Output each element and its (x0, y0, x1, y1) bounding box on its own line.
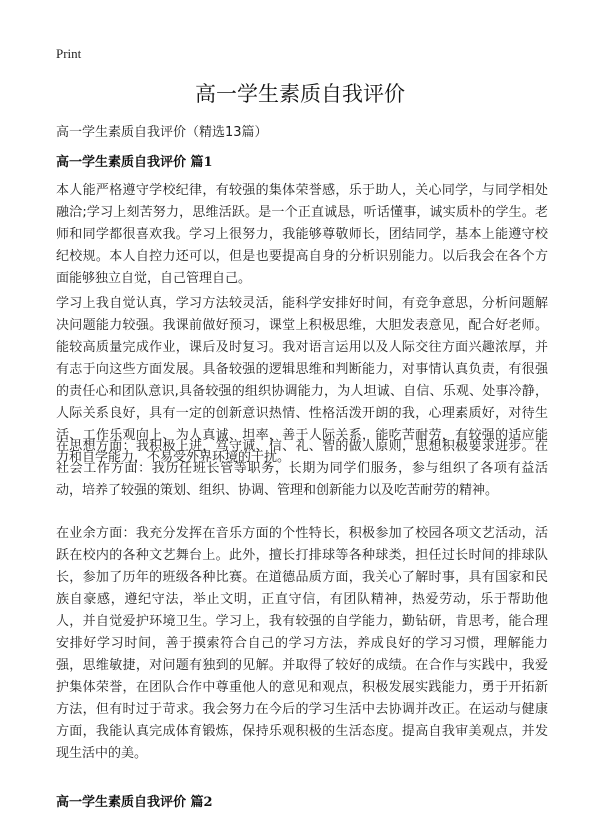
section-heading-1: 高一学生素质自我评价 篇1 (56, 155, 213, 170)
section-heading-2: 高一学生素质自我评价 篇2 (56, 795, 213, 810)
body-paragraph: 在业余方面：我充分发挥在音乐方面的个性特长，积极参加了校园各项文艺活动，活跃在校内的各种文艺舞台上。此外，擅长打排球等各种球类，担任过长时间的排球队长，参加了历年的班级各种比赛。在道德品质方面，我关心了解时事，具有国家和民族自豪感，遵纪守法，举止文明，正直守信，有团队精神，热爱劳动，乐于帮助他人，并自觉爱护环境卫生。学习上，我有较强的自学能力，勤钻研，肯思考，能合理安排好学习时间，善于摸索符合自己的学习方法，养成良好的学习习惯，理解能力强，思维敏捷，对问题有独到的见解。并取得了较好的成绩。在合作与实践中，我爱护集体荣誉，在团队合作中尊重他人的意见和观点，积极发展实践能力，勇于开拓新方法，但有时过于苛求。我会努力在今后的学习生活中去协调并改正。在运动与健康方面，我能认真完成体育锻炼，保持乐观积极的生活态度。提高自我审美观点，并发现生活中的美。 (56, 526, 548, 761)
print-link[interactable]: Print (56, 46, 82, 61)
body-paragraph: 在思想方面：我积极上进，笃守诚、信、礼、智的做人原则，思想积极要求进步。在社会工作方面：我历任班长管等职务，长期为同学们服务，参与组织了各项有益活动，培养了较强的策划、组织、协调、管理和创新能力以及吃苦耐劳的精神。 (56, 439, 548, 498)
body-paragraph: 学习上我自觉认真，学习方法较灵活，能科学安排好时间，有竞争意思，分析问题解决问题能力较强。我课前做好预习，课堂上积极思维，大胆发表意见，配合好老师。能较高质量完成作业，课后及时复习。我对语言运用以及人际交往方面兴趣浓厚，并有志于向这些方面发展。具备较强的逻辑思维和判断能力，对事情认真负责，有很强的责任心和团队意识,具备较强的组织协调能力，为人坦诚、自信、乐观、处事冷静，人际关系良好，具有一定的创新意识热情、性格活泼开朗的我，心理素质好，对待生活、工作乐观向上、为人真诚、坦率，善于人际关系，能吃苦耐劳，有较强的适应能力和自学能力，不易受外界环境的干扰。 (56, 296, 548, 465)
body-paragraph: 本人能严格遵守学校纪律，有较强的集体荣誉感，乐于助人，关心同学，与同学相处融洽;学习上刻苦努力，思维活跃。是一个正直诚恳，听话懂事，诚实质朴的学生。老师和同学都很喜欢我。学习上很努力，我能够尊敬师长，团结同学，基本上能遵守校纪校规。本人自控力还可以，但是也要提高自身的分析识别能力。以后我会在各个方面能够独立自觉，自己管理自己。 (56, 183, 548, 286)
page-title: 高一学生素质自我评价 (195, 82, 405, 106)
document-subtitle: 高一学生素质自我评价（精选13篇） (56, 125, 268, 140)
